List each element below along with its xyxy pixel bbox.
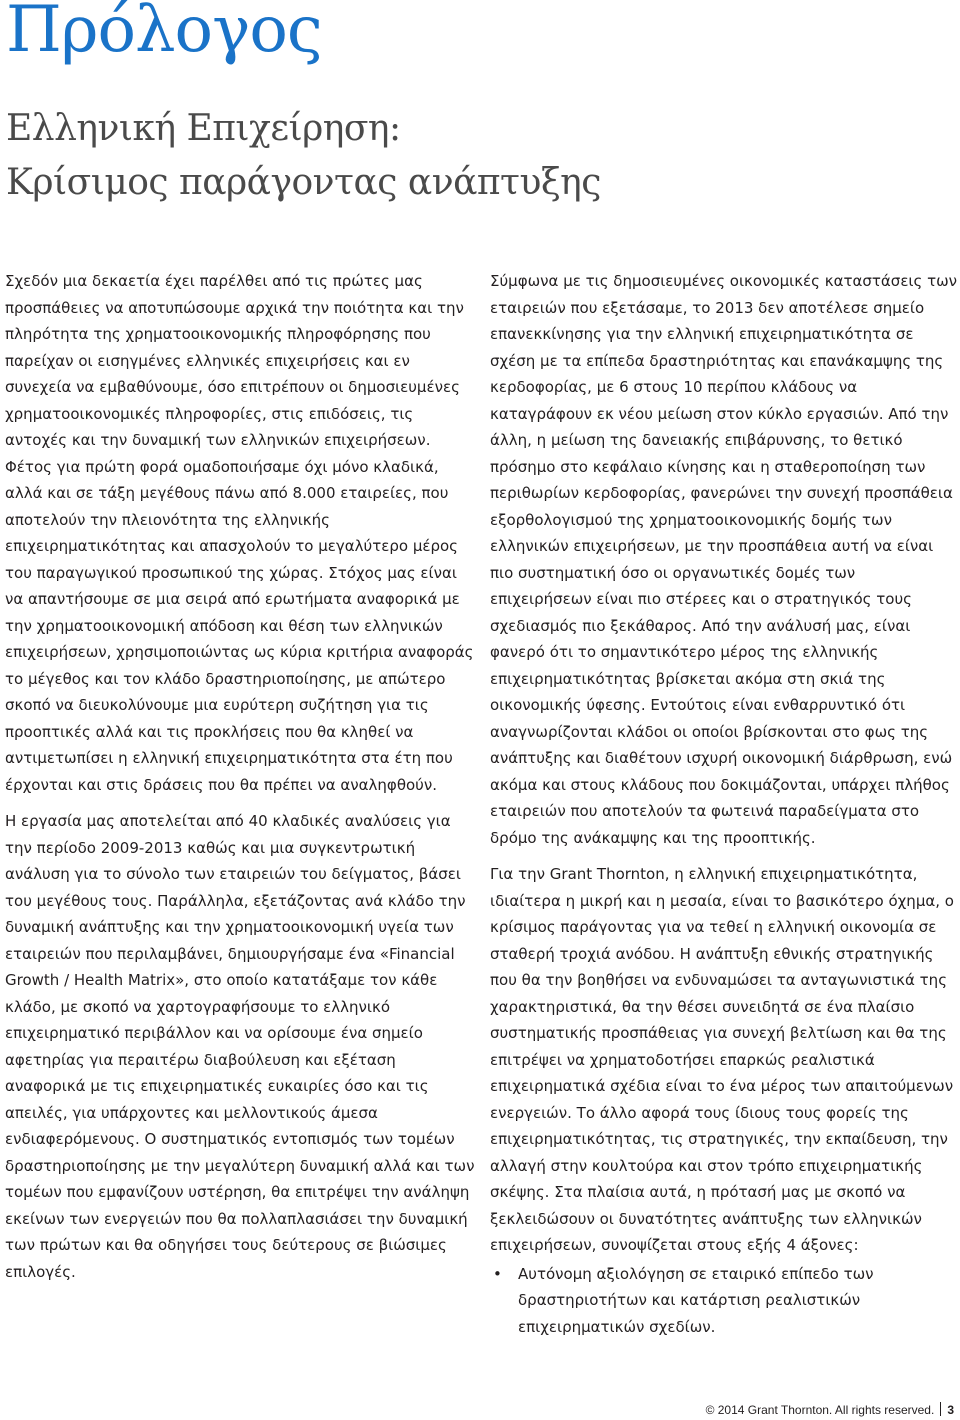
subtitle-line-1: Ελληνική Επιχείρηση:	[6, 108, 401, 149]
copyright-text: © 2014 Grant Thornton. All rights reserved.	[705, 1403, 935, 1417]
subtitle-line-2: Κρίσιμος παράγοντας ανάπτυξης	[6, 162, 601, 203]
footer-divider	[940, 1402, 941, 1416]
left-paragraph-1: Σχεδόν μια δεκαετία έχει παρέλθει από τις πρώτες μας προσπάθειες να αποτυπώσουμε αρχικά την ποιότητα και την πληρότητα της χρηματοοικονομικής πληροφόρησης που παρείχαν οι εισηγμένες ελληνικές επιχειρήσεις και εν συνεχεία να εμβαθύνουμε, όσο επιτρέπουν οι δημοσιευμένες χρηματοοικονομικές πληροφορίες, στις επιδόσεις, τις αντοχές και την δυναμική των ελληνικών επιχειρήσεων. Φέτος για πρώτη φορά ομαδοποιήσαμε όχι μόνο κλαδικά, αλλά και σε τάξη μεγέθους πάνω από 8.000 εταιρείες, που αποτελούν την πλειονότητα της ελληνικής επιχειρηματικότητας και απασχολούν το μεγαλύτερο μέρος του παραγωγικού προσωπικού της χώρας. Στόχος μας είναι να απαντήσουμε σε μια σειρά από ερωτήματα αναφορικά με την χρηματοοικονομική απόδοση και θέση των ελληνικών επιχειρήσεων, χρησιμοποιώντας ως κύρια κριτήρια αναφοράς το μέγεθος και τον κλάδο δραστηριοποίησης, με απώτερο σκοπό να διευκολύνουμε μια ευρύτερη συζήτηση για τις προοπτικές αλλά και τις προκλήσεις που θα κληθεί να αντιμετωπίσει η ελληνική επιχειρηματικότητα στα έτη που έρχονται και στις δράσεις που θα πρέπει να αναληφθούν.	[5, 272, 474, 794]
bullet-icon: •	[493, 1264, 502, 1283]
left-column	[5, 268, 475, 1295]
right-column	[490, 268, 960, 1340]
bullet-text: Αυτόνομη αξιολόγηση σε εταιρικό επίπεδο των δραστηριοτήτων και κατάρτιση ρεαλιστικών επιχειρηματικών σχεδίων.	[518, 1264, 874, 1336]
right-paragraph-1: Σύμφωνα με τις δημοσιευμένες οικονομικές καταστάσεις των εταιρειών που εξετάσαμε, το 2013 δεν αποτέλεσε σημείο επανεκκίνησης για την ελληνική επιχειρηματικότητα σε σχέση με τα επίπεδα δραστηριότητας και επανάκαμψης της κερδοφορίας, με 6 στους 10 περίπου κλάδους να καταγράφουν εκ νέου μείωση στον κύκλο εργασιών. Από την άλλη, η μείωση της δανειακής επιβάρυνσης, το θετικό πρόσημο στο κεφάλαιο κίνησης και η σταθεροποίηση των περιθωρίων κερδοφορίας, φανερώνει την συνεχή προσπάθεια εξορθολογισμού της χρηματοοικονομικής δομής των ελληνικών επιχειρήσεων, με την προσπάθεια αυτή να είναι πιο συστηματική όσο οι οργανωτικές δομές των επιχειρήσεων είναι πιο στέρεες και ο στρατηγικός τους σχεδιασμός πιο ξεκάθαρος. Από την ανάλυσή μας, είναι φανερό ότι το σημαντικότερο μέρος της ελληνικής επιχειρηματικότητας βρίσκεται ακόμα στη σκιά της οικονομικής ύφεσης. Εντούτοις είναι ενθαρρυντικό ότι αναγνωρίζονται κλάδοι οι οποίοι βρίσκονται στο φως της ανάπτυξης και διαθέτουν ισχυρή οικονομική διάρθρωση, ενώ ακόμα και στους κλάδους που δοκιμάζονται, υπάρχει πλήθος εταιρειών που αποτελούν τα φωτεινά παραδείγματα στο δρόμο της ανάκαμψης και της προοπτικής.	[490, 272, 958, 847]
page-number: 3	[947, 1403, 954, 1417]
right-paragraph-2: Για την Grant Thornton, η ελληνική επιχειρηματικότητα, ιδιαίτερα η μικρή και η μεσαία, είναι το βασικότερο όχημα, ο κρίσιμος παράγοντας για να τεθεί η ελληνική οικονομία σε σταθερή τροχιά ανόδου. Η ανάπτυξη εθνικής στρατηγικής που θα την βοηθήσει να ενδυναμώσει τα ανταγωνιστικά της χαρακτηριστικά, θα την θέσει συνειδητά σε ένα πλαίσιο συστηματικής προσπάθειας για συνεχή βελτίωση και θα της επιτρέψει να χρηματοδοτήσει επαρκώς ρεαλιστικά επιχειρηματικά σχέδια είναι το ένα μέρος των απαιτούμενων ενεργειών. Το άλλο αφορά τους ίδιους τους φορείς της επιχειρηματικότητας, τις στρατηγικές, την εκπαίδευση, την αλλαγή στην κουλτούρα και στον τρόπο επιχειρηματικής σκέψης. Στα πλαίσια αυτά, η πρότασή μας με σκοπό να ξεκλειδώσουν οι δυνατότητες ανάπτυξης των ελληνικών επιχειρήσεων, συνοψίζεται στους εξής 4 άξονες:	[490, 865, 954, 1254]
page-title: Πρόλογος	[6, 0, 322, 67]
bullet-item	[490, 1261, 960, 1341]
left-paragraph-2: Η εργασία μας αποτελείται από 40 κλαδικές αναλύσεις για την περίοδο 2009-2013 καθώς και μια συγκεντρωτική ανάλυση για το σύνολο των εταιρειών του δείγματος, βάσει του μεγέθους τους. Παράλληλα, εξετάζοντας ανά κλάδο την δυναμική ανάπτυξης και την χρηματοοικονομική υγεία των εταιρειών που περιλαμβάνει, δημιουργήσαμε ένα «Financial Growth / Health Matrix», στο οποίο κατατάξαμε τον κάθε κλάδο, με σκοπό να χαρτογραφήσουμε το ελληνικό επιχειρηματικό περιβάλλον και να ορίσουμε ένα σημείο αφετηρίας για περαιτέρω διαβούλευση και εξέταση αναφορικά με τις επιχειρηματικές ευκαιρίες όσο και τις απειλές, για υπάρχοντες και μελλοντικούς άμεσα ενδιαφερόμενους. Ο συστηματικός εντοπισμός των τομέων δραστηριοποίησης με την μεγαλύτερη δυναμική αλλά και των τομέων που εμφανίζουν υστέρηση, θα επιτρέψει την ανάληψη εκείνων των ενεργειών που θα πολλαπλασιάσει την δυναμική των πρώτων και θα οδηγήσει τους δεύτερους σε βιώσιμες επιλογές.	[5, 812, 475, 1281]
bullet-list	[490, 1261, 960, 1341]
page-subtitle	[6, 102, 601, 210]
page-footer	[706, 1402, 954, 1417]
